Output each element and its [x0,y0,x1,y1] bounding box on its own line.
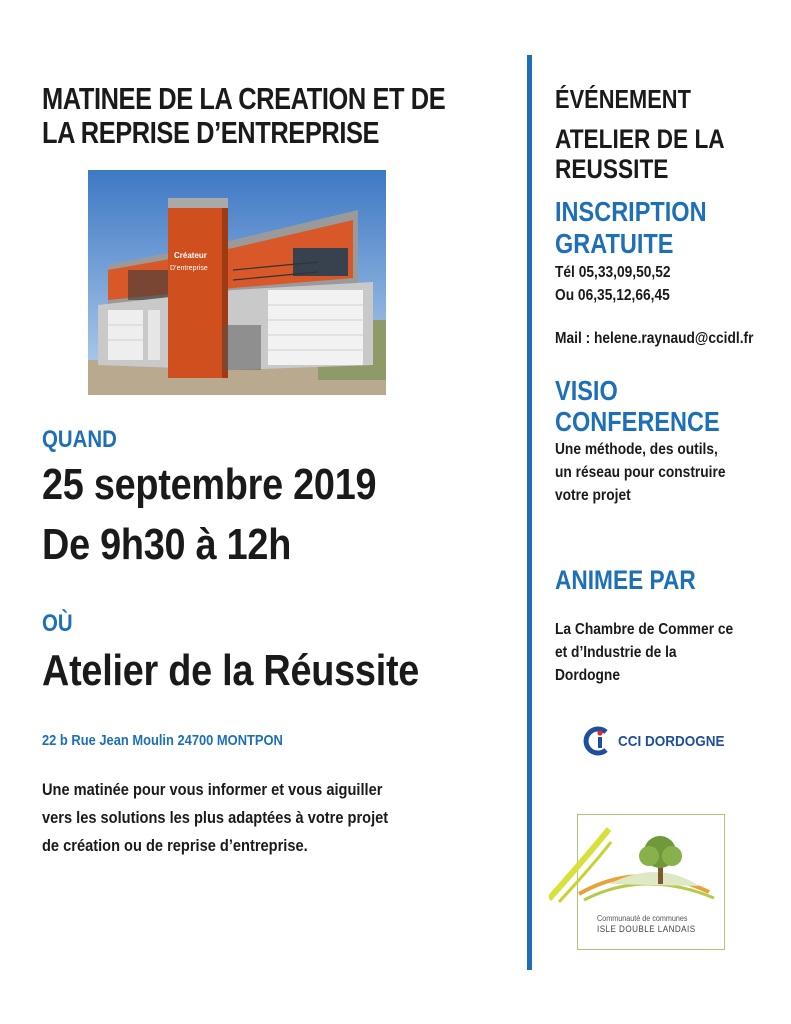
event-name [555,124,725,184]
organizer-name [555,618,733,687]
sign-line-1: Créateur [174,251,207,260]
visio-line-2: CONFERENCE [555,406,720,437]
column-divider [527,55,532,970]
visio-desc-line-2: un réseau pour construire [555,464,726,481]
description-line-3: de création ou de reprise d’entreprise. [42,836,308,855]
cci-logo [582,726,736,756]
event-description [42,776,388,860]
organizer-line-3: Dordogne [555,667,620,684]
cci-emblem-icon [582,726,612,756]
organizer-line-2: et d’Industrie de la [555,644,677,661]
visio-heading [555,375,720,437]
event-name-line-2: REUSSITE [555,154,669,184]
cci-logo-text: CCI DORDOGNE [618,732,725,750]
where-label: OÙ [42,610,73,637]
contact-email: Mail : helene.raynaud@ccidl.fr [555,330,754,347]
visio-desc-line-1: Une méthode, des outils, [555,441,718,458]
ccidl-logo-line-2: ISLE DOUBLE LANDAIS [597,924,696,934]
visio-description [555,438,726,507]
organizer-line-1: La Chambre de Commer ce [555,621,734,638]
visio-line-1: VISIO [555,375,618,406]
event-date: 25 septembre 2019 [42,460,377,509]
registration-heading [555,196,707,260]
event-time: De 9h30 à 12h [42,520,292,569]
event-label: ÉVÉNEMENT [555,84,691,114]
registration-line-2: GRATUITE [555,228,674,259]
registration-line-1: INSCRIPTION [555,196,707,227]
description-line-2: vers les solutions les plus adaptées à votre projet [42,808,389,827]
venue-name: Atelier de la Réussite [42,646,420,695]
title-line-2: LA REPRISE D’ENTREPRISE [42,115,380,150]
tree-landscape-icon [549,814,725,914]
event-name-line-1: ATELIER DE LA [555,124,725,154]
when-label: QUAND [42,426,117,453]
sign-line-2: D’entreprise [170,265,208,272]
page-title [42,82,445,150]
phone-line-2: Ou 06,35,12,66,45 [555,287,670,304]
venue-address: 22 b Rue Jean Moulin 24700 MONTPON [42,732,283,749]
description-line-1: Une matinée pour vous informer et vous aiguiller [42,780,383,799]
title-line-1: MATINEE DE LA CREATION ET DE [42,81,446,116]
ccidl-logo-line-1: Communauté de communes [597,914,688,923]
phone-line-1: Tél 05,33,09,50,52 [555,264,671,281]
phone-numbers [555,261,671,307]
animated-by-heading: ANIMEE PAR [555,565,696,595]
visio-desc-line-3: votre projet [555,487,631,504]
ccidl-logo [549,814,725,950]
building-photo [88,170,386,395]
